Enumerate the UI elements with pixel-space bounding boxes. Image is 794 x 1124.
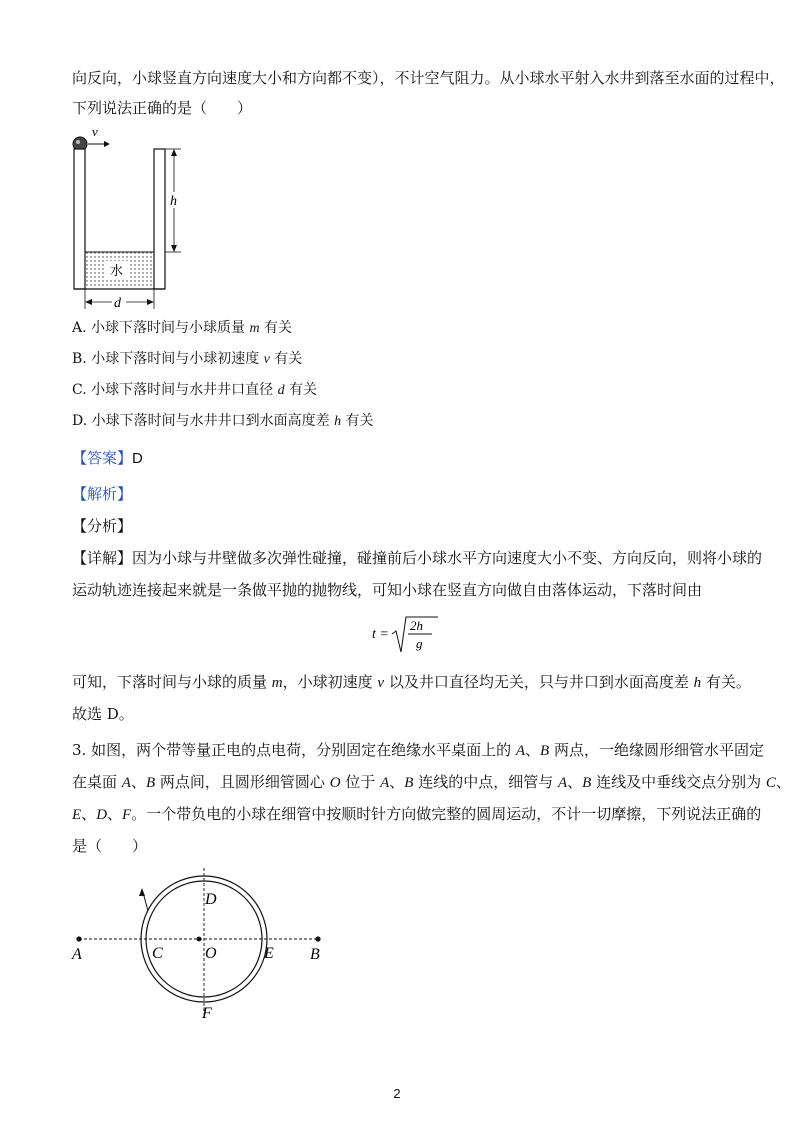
conclusion-line-2: 故选 D。 xyxy=(72,705,134,723)
page-number: 2 xyxy=(393,1086,401,1101)
label-e: E xyxy=(264,945,274,962)
detail-label: 【详解】 xyxy=(72,549,133,567)
well-figure xyxy=(66,124,196,314)
text-line-2: 下列说法正确的是（ ） xyxy=(72,99,253,117)
detail-line-1: 【详解】因为小球与井壁做多次弹性碰撞，碰撞前后小球水平方向速度大小不变、方向反向，则将小球的 xyxy=(72,549,763,567)
water-label: 水 xyxy=(110,264,124,279)
analysis-label: 【解析】 xyxy=(72,485,133,503)
answer-value: D xyxy=(132,450,143,467)
q3-line-2: 在桌面 A、B 两点间，且圆形细管圆心 O 位于 A、B 连线的中点，细管与 A、B 连线及中垂线交点分别为 C、 xyxy=(72,773,791,791)
q3-line-3: E、D、F。一个带负电的小球在细管中按顺时针方向做完整的圆周运动，不计一切摩擦，下列说法正确的 xyxy=(72,805,762,823)
option-c: C. 小球下落时间与水井井口直径 d 有关 xyxy=(72,382,318,398)
label-a: A xyxy=(72,946,82,963)
right-wall xyxy=(154,149,165,289)
point-o xyxy=(197,937,202,942)
option-d: D. 小球下落时间与水井井口到水面高度差 h 有关 xyxy=(72,413,374,429)
q3-line-4: 是（ ） xyxy=(72,837,148,855)
point-a xyxy=(76,936,81,941)
fall-time-formula xyxy=(370,614,440,661)
left-wall xyxy=(74,149,85,289)
formula-lhs: t = xyxy=(372,627,389,642)
label-d: D xyxy=(205,891,217,908)
label-c: C xyxy=(152,945,163,962)
detail-line-2: 运动轨迹连接起来就是一条做平抛的抛物线，可知小球在竖直方向做自由落体运动，下落时间由 xyxy=(72,581,703,599)
label-o: O xyxy=(205,945,217,962)
answer-label: 【答案】 xyxy=(72,449,133,467)
point-b xyxy=(315,936,320,941)
label-f: F xyxy=(202,1005,212,1022)
option-b: B. 小球下落时间与小球初速度 v 有关 xyxy=(72,351,303,367)
option-a: A. 小球下落时间与小球质量 m 有关 xyxy=(72,320,293,336)
v-label: v xyxy=(92,124,98,139)
q3-line-1: 3. 如图，两个带等量正电的点电荷，分别固定在绝缘水平桌面上的 A、B 两点，一绝缘圆形细管水平固定 xyxy=(72,741,764,759)
label-b: B xyxy=(310,946,320,963)
d-label: d xyxy=(114,296,121,311)
formula-denominator: g xyxy=(416,636,423,651)
text-line-1: 向反向，小球竖直方向速度大小和方向都不变），不计空气阻力。从小球水平射入水井到落至水面的过程中， xyxy=(72,69,785,87)
formula-numerator: 2h xyxy=(410,618,423,633)
h-label: h xyxy=(170,194,177,209)
tube-figure xyxy=(66,866,336,1026)
answer-line xyxy=(72,448,143,469)
fenxi-label: 【分析】 xyxy=(72,517,133,535)
conclusion-line-1: 可知，下落时间与小球的质量 m，小球初速度 v 以及井口直径均无关，只与井口到水面高度差 h 有关。 xyxy=(72,673,751,691)
